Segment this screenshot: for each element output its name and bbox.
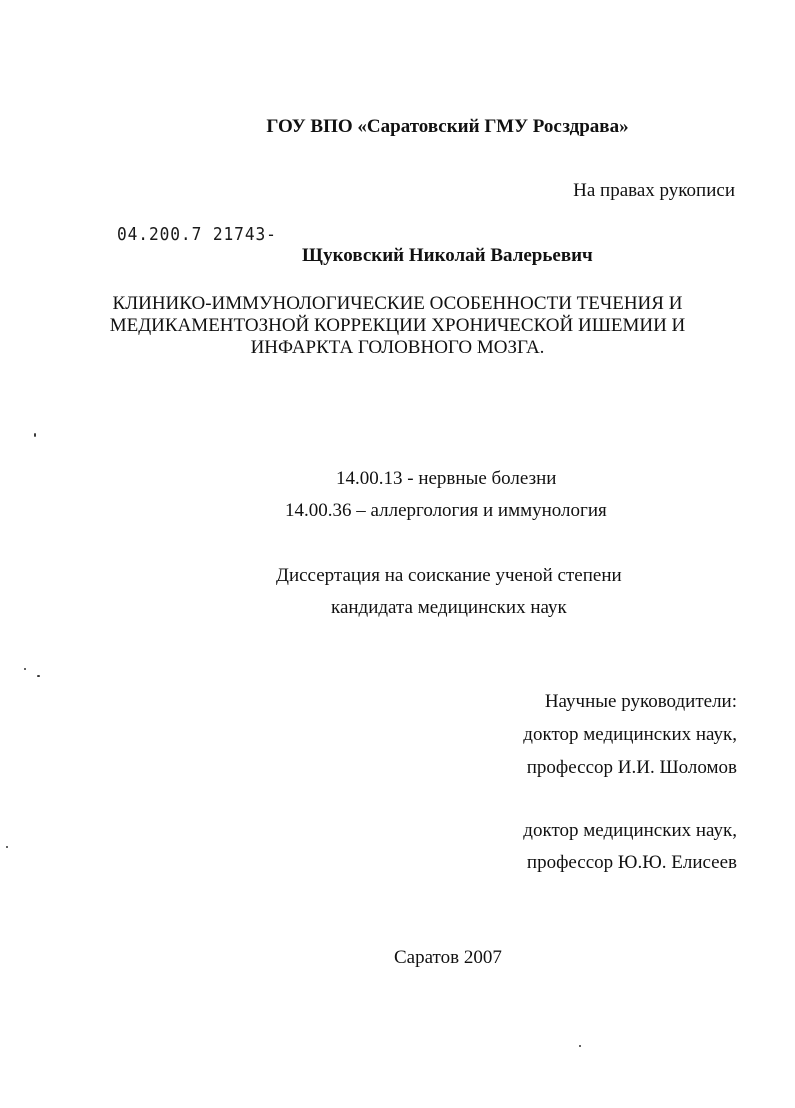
dissertation-purpose: Диссертация на соискание ученой степени	[276, 565, 622, 586]
title-line: КЛИНИКО-ИММУНОЛОГИЧЕСКИЕ ОСОБЕННОСТИ ТЕЧЕНИЯ И	[112, 293, 683, 314]
scan-speck	[37, 675, 40, 677]
dissertation-title	[0, 293, 795, 359]
title-line: ИНФАРКТА ГОЛОВНОГО МОЗГА.	[250, 337, 545, 358]
supervisor-2-name: профессор Ю.Ю. Елисеев	[526, 852, 737, 873]
supervisor-2-degree: доктор медицинских наук,	[523, 820, 737, 841]
supervisor-1-name: профессор И.И. Шоломов	[526, 757, 737, 778]
registration-stamp: 04.200.7 21743-	[117, 224, 277, 245]
specialty-code-allergology: 14.00.36 – аллергология и иммунология	[285, 500, 607, 521]
institution-name: ГОУ ВПО «Саратовский ГМУ Росздрава»	[266, 116, 629, 137]
scan-speck	[24, 668, 26, 670]
dissertation-degree: кандидата медицинских наук	[331, 597, 567, 618]
scan-speck	[6, 846, 8, 848]
supervisor-1-degree: доктор медицинских наук,	[523, 724, 737, 745]
title-line: МЕДИКАМЕНТОЗНОЙ КОРРЕКЦИИ ХРОНИЧЕСКОЙ ИШЕМИИ И	[109, 315, 686, 336]
supervisors-heading: Научные руководители:	[544, 691, 737, 712]
scan-speck	[34, 433, 36, 437]
specialty-code-neurology: 14.00.13 - нервные болезни	[336, 468, 557, 489]
author-name: Щуковский Николай Валерьевич	[302, 245, 593, 266]
city-year: Саратов 2007	[394, 947, 502, 968]
manuscript-rights-note: На правах рукописи	[573, 180, 735, 201]
scan-speck	[579, 1045, 581, 1047]
